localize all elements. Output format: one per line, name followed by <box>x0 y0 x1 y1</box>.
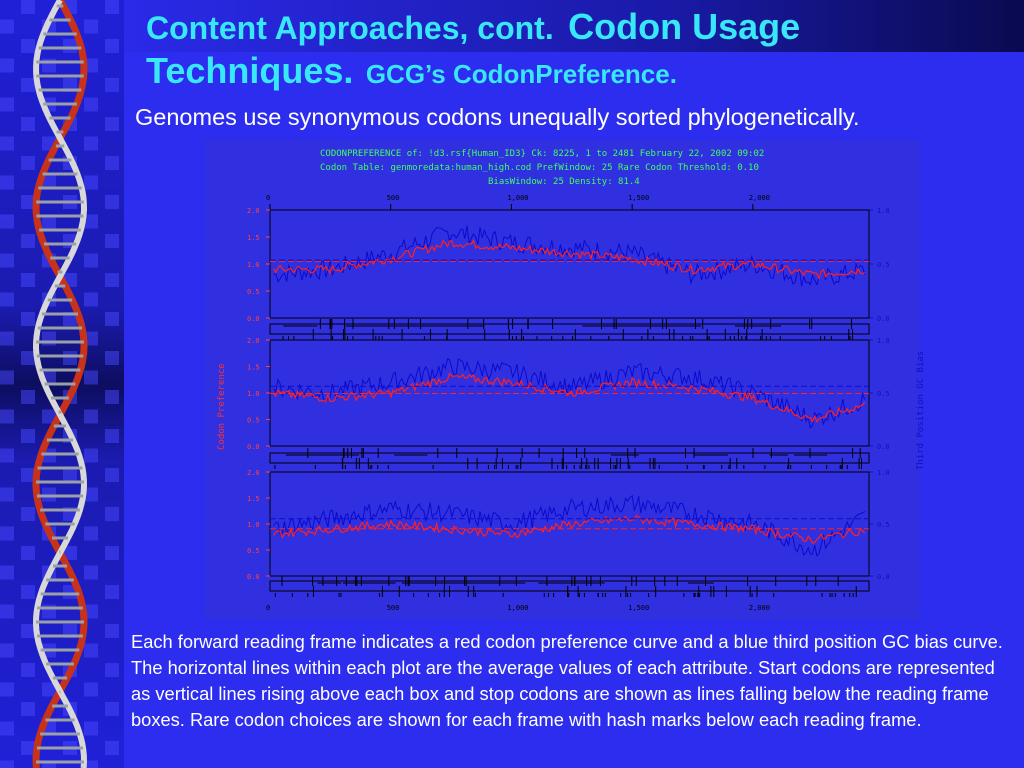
right-tick-label: 0.5 <box>877 390 890 398</box>
slide-subtitle: Genomes use synonymous codons unequally sorted phylogenetically. <box>135 104 860 130</box>
x-tick-label-top: 0 <box>266 194 271 202</box>
title-part1: Content Approaches, cont. <box>146 10 554 46</box>
x-tick-label-bottom: 1,000 <box>507 604 529 612</box>
right-tick-label: 1.0 <box>877 337 890 345</box>
left-tick-label: 0.0 <box>247 315 260 323</box>
left-tick-label: 2.0 <box>247 337 260 345</box>
left-tick-label: 1.0 <box>247 390 260 398</box>
right-tick-label: 1.0 <box>877 469 890 477</box>
title-part4: GCG’s CodonPreference. <box>365 59 677 89</box>
right-tick-label: 1.0 <box>877 207 890 215</box>
codon-preference-curve <box>274 515 865 543</box>
gc-bias-curve <box>274 226 865 287</box>
codon-preference-plot <box>205 140 926 620</box>
slide-title-line1 <box>146 6 800 48</box>
right-tick-label: 0.0 <box>877 315 890 323</box>
slide-description: Each forward reading frame indicates a red codon preference curve and a blue third position GC bias curve. The horizontal lines within each plot are the average values of each attribute. Start codons are represented as vertical lines rising above each box and stop codons are shown as lines falling below the reading frame boxes. Rare codon choices are shown for each frame with hash marks below each reading frame. <box>131 631 1003 730</box>
right-tick-label: 0.5 <box>877 261 890 269</box>
plot-canvas <box>205 140 926 620</box>
left-tick-label: 0.0 <box>247 573 260 581</box>
x-tick-label-top: 2,000 <box>748 194 770 202</box>
left-tick-label: 0.5 <box>247 288 260 296</box>
left-tick-label: 0.5 <box>247 416 260 425</box>
left-tick-label: 1.5 <box>247 234 260 242</box>
left-tick-label: 1.5 <box>247 495 260 503</box>
right-tick-label: 0.0 <box>877 443 890 451</box>
x-tick-label-bottom: 500 <box>386 604 400 612</box>
title-part2: Codon Usage <box>568 6 801 47</box>
x-tick-label-bottom: 0 <box>266 604 271 612</box>
plot-header-line2: Codon Table: genmoredata:human_high.cod PrefWindow: 25 Rare Codon Threshold: 0.10 <box>320 163 759 173</box>
plot-header-line1: CODONPREFERENCE of: !d3.rsf{Human_ID3} Ck: 8225, 1 to 2481 February 22, 2002 09:02 <box>320 149 765 159</box>
plot-header-line3: BiasWindow: 25 Density: 81.4 <box>488 177 640 187</box>
codon-preference-curve <box>274 241 865 279</box>
left-tick-label: 0.5 <box>247 547 260 555</box>
right-tick-label: 0.0 <box>877 573 890 581</box>
left-tick-label: 1.0 <box>247 261 260 269</box>
title-part3: Techniques. <box>146 50 354 91</box>
slide-title-line2 <box>146 50 677 92</box>
gc-bias-curve <box>274 496 865 556</box>
right-axis-label: Third Position GC Bias <box>916 350 926 470</box>
dna-helix-image <box>20 0 100 768</box>
x-tick-label-top: 500 <box>386 194 400 202</box>
x-tick-label-top: 1,500 <box>628 194 650 202</box>
x-tick-label-bottom: 1,500 <box>628 604 650 612</box>
right-tick-label: 0.5 <box>877 521 890 529</box>
left-axis-label: Codon Preference <box>217 363 227 450</box>
x-tick-label-bottom: 2,000 <box>748 604 770 612</box>
frame-plot-box <box>270 210 869 318</box>
left-tick-label: 1.0 <box>247 521 260 529</box>
left-tick-label: 0.0 <box>247 443 260 451</box>
left-tick-label: 2.0 <box>247 207 260 215</box>
x-tick-label-top: 1,000 <box>507 194 529 202</box>
left-tick-label: 2.0 <box>247 469 260 477</box>
left-tick-label: 1.5 <box>247 363 260 372</box>
sidebar-decoration <box>0 0 124 768</box>
